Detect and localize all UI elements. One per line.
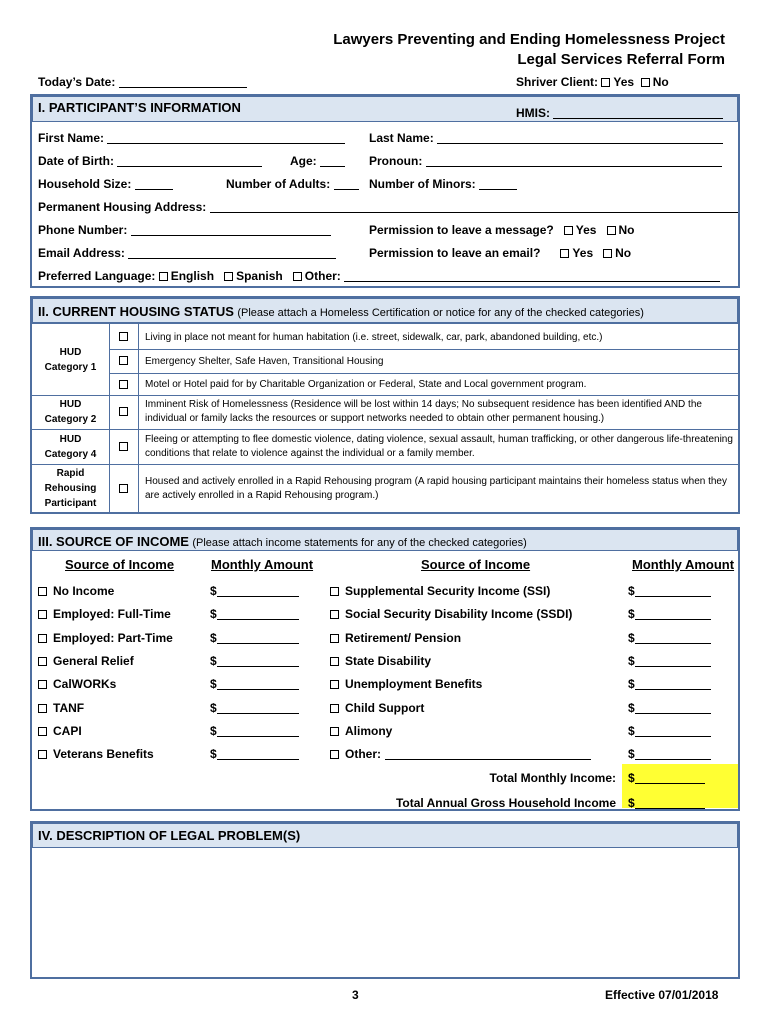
language-field: Preferred Language: English Spanish Other: [38, 269, 720, 283]
num-adults-field[interactable]: Number of Adults: [226, 177, 359, 191]
project-title: Lawyers Preventing and Ending Homelessness Project [333, 31, 725, 48]
other-language-input[interactable] [344, 270, 720, 282]
other-income-input[interactable] [385, 748, 591, 760]
dob-field[interactable]: Date of Birth: [38, 154, 262, 168]
income-checkbox[interactable] [330, 727, 339, 736]
income-source-left-2 [38, 631, 173, 645]
income-source-left-0 [38, 584, 114, 598]
english-checkbox[interactable] [159, 272, 168, 281]
todays-date-field[interactable]: Today’s Date: [38, 75, 247, 89]
income-checkbox[interactable] [330, 680, 339, 689]
section1-title: I. PARTICIPANT’S INFORMATION [38, 100, 241, 115]
monthly-amount-field[interactable]: $ [628, 701, 711, 715]
income-checkbox[interactable] [38, 750, 47, 759]
income-label: CalWORKs [53, 677, 117, 691]
perm-message-field: Permission to leave a message? Yes No [369, 223, 635, 237]
income-source-left-1 [38, 607, 171, 621]
housing-checkbox-1[interactable] [119, 332, 128, 341]
email-no-checkbox[interactable] [603, 249, 612, 258]
income-label: Alimony [345, 724, 393, 738]
col-source-right: Source of Income [421, 557, 531, 572]
age-field[interactable]: Age: [290, 154, 345, 168]
housing-checkbox-6[interactable] [119, 484, 128, 493]
income-checkbox[interactable] [38, 610, 47, 619]
housing-checkbox-5[interactable] [119, 442, 128, 451]
page-number: 3 [352, 988, 359, 1002]
section3-heading: III. SOURCE OF INCOME (Please attach income statements for any of the checked categories) [38, 534, 527, 549]
income-label: General Relief [53, 654, 134, 668]
spanish-checkbox[interactable] [224, 272, 233, 281]
monthly-amount-field[interactable]: $ [210, 701, 299, 715]
monthly-amount-field[interactable]: $ [628, 747, 711, 761]
total-annual-field[interactable]: $ [628, 796, 705, 810]
income-checkbox[interactable] [330, 610, 339, 619]
income-source-right-0 [330, 584, 550, 598]
income-checkbox[interactable] [330, 704, 339, 713]
income-checkbox[interactable] [330, 657, 339, 666]
hud-category-4: HUD Category 4 [44, 434, 97, 460]
monthly-amount-field[interactable]: $ [210, 584, 299, 598]
income-source-left-3 [38, 654, 134, 668]
income-source-right-3 [330, 654, 431, 668]
col-amount-right: Monthly Amount [632, 557, 735, 572]
monthly-amount-field[interactable]: $ [628, 631, 711, 645]
total-monthly-field[interactable]: $ [628, 771, 705, 785]
pronoun-field[interactable]: Pronoun: [369, 154, 722, 168]
monthly-amount-field[interactable]: $ [210, 654, 299, 668]
monthly-amount-field[interactable]: $ [628, 677, 711, 691]
monthly-amount-field[interactable]: $ [210, 677, 299, 691]
hud-category-1: HUD Category 1 [44, 347, 97, 373]
housing-row-2: Emergency Shelter, Safe Haven, Transitional Housing [145, 356, 384, 367]
rapid-rehousing-category: Rapid Rehousing Participant [44, 468, 97, 509]
housing-row-5: Fleeing or attempting to flee domestic violence, dating violence, sexual assault, human trafficking, or other dangerous life-threatening conditions that relate to violence against the individual or a family member. [145, 434, 733, 459]
income-checkbox[interactable] [38, 657, 47, 666]
income-source-left-4 [38, 677, 116, 691]
income-label: Retirement/ Pension [345, 631, 462, 645]
income-checkbox[interactable] [38, 704, 47, 713]
monthly-amount-field[interactable]: $ [210, 607, 299, 621]
shriver-client-field: Shriver Client: Yes No [516, 75, 669, 89]
income-checkbox[interactable] [38, 587, 47, 596]
income-checkbox[interactable] [330, 750, 339, 759]
income-source-right-5 [330, 701, 424, 715]
income-label: TANF [53, 701, 85, 715]
income-label: Social Security Disability Income (SSDI) [345, 607, 573, 621]
hmis-field[interactable]: HMIS: [516, 106, 723, 120]
col-amount-left: Monthly Amount [211, 557, 314, 572]
monthly-amount-field[interactable]: $ [210, 724, 299, 738]
income-label: Unemployment Benefits [345, 677, 483, 691]
num-minors-field[interactable]: Number of Minors: [369, 177, 517, 191]
housing-row-6: Housed and actively enrolled in a Rapid Rehousing program (A rapid housing participant maintains their homeless status when they are actively enrolled in a Rapid Rehousing program.) [145, 476, 727, 501]
income-source-right-4 [330, 677, 482, 691]
income-label: Employed: Part-Time [53, 631, 173, 645]
phone-field[interactable]: Phone Number: [38, 223, 331, 237]
income-label: CAPI [53, 724, 82, 738]
perm-address-field[interactable]: Permanent Housing Address: [38, 200, 738, 214]
income-label: Other: [345, 747, 381, 761]
income-checkbox[interactable] [330, 587, 339, 596]
monthly-amount-field[interactable]: $ [210, 747, 299, 761]
income-label: Child Support [345, 701, 425, 715]
monthly-amount-field[interactable]: $ [628, 724, 711, 738]
income-checkbox[interactable] [38, 727, 47, 736]
monthly-amount-field[interactable]: $ [628, 584, 711, 598]
income-source-right-7 [330, 747, 591, 761]
income-label: State Disability [345, 654, 432, 668]
form-subtitle: Legal Services Referral Form [517, 51, 725, 68]
first-name-field[interactable]: First Name: [38, 131, 345, 145]
perm-email-field: Permission to leave an email? Yes No [369, 246, 632, 260]
income-checkbox[interactable] [330, 634, 339, 643]
income-source-right-2 [330, 631, 461, 645]
monthly-amount-field[interactable]: $ [628, 607, 711, 621]
other-language-checkbox[interactable] [293, 272, 302, 281]
message-yes-checkbox[interactable] [564, 226, 573, 235]
effective-date: Effective 07/01/2018 [605, 988, 719, 1002]
last-name-field[interactable]: Last Name: [369, 131, 723, 145]
hud-category-2: HUD Category 2 [44, 399, 97, 425]
monthly-amount-field[interactable]: $ [628, 654, 711, 668]
income-source-right-1 [330, 607, 572, 621]
housing-checkbox-4[interactable] [119, 407, 128, 416]
income-source-right-6 [330, 724, 392, 738]
income-checkbox[interactable] [38, 680, 47, 689]
section4-title: IV. DESCRIPTION OF LEGAL PROBLEM(S) [38, 828, 301, 843]
income-label: Employed: Full-Time [53, 607, 171, 621]
email-field[interactable]: Email Address: [38, 246, 336, 260]
shriver-yes-checkbox[interactable] [601, 78, 610, 87]
income-source-left-5 [38, 701, 84, 715]
housing-row-1: Living in place not meant for human habitation (i.e. street, sidewalk, car, park, abandoned building, etc.) [145, 332, 603, 343]
section2-heading: II. CURRENT HOUSING STATUS (Please attach a Homeless Certification or notice for any of the checked categories) [38, 304, 644, 319]
income-label: Veterans Benefits [53, 747, 154, 761]
email-yes-checkbox[interactable] [560, 249, 569, 258]
monthly-amount-field[interactable]: $ [210, 631, 299, 645]
col-source-left: Source of Income [65, 557, 175, 572]
household-size-field[interactable]: Household Size: [38, 177, 173, 191]
housing-row-3: Motel or Hotel paid for by Charitable Organization or Federal, State and Local government program. [145, 379, 587, 390]
shriver-no-checkbox[interactable] [641, 78, 650, 87]
legal-problem-textarea[interactable] [34, 850, 736, 976]
housing-checkbox-2[interactable] [119, 356, 128, 365]
income-label: No Income [53, 584, 115, 598]
total-monthly-label: Total Monthly Income: [489, 771, 616, 785]
housing-row-4: Imminent Risk of Homelessness (Residence will be lost within 14 days; No subsequent residence has been identified AND the individual or family lacks the resources or support networks needed to obtain other permanent housing.) [145, 399, 702, 424]
message-no-checkbox[interactable] [607, 226, 616, 235]
income-label: Supplemental Security Income (SSI) [345, 584, 551, 598]
form-title [300, 30, 725, 70]
housing-checkbox-3[interactable] [119, 380, 128, 389]
income-source-left-7 [38, 747, 154, 761]
income-checkbox[interactable] [38, 634, 47, 643]
total-annual-label: Total Annual Gross Household Income [395, 796, 616, 810]
income-source-left-6 [38, 724, 82, 738]
